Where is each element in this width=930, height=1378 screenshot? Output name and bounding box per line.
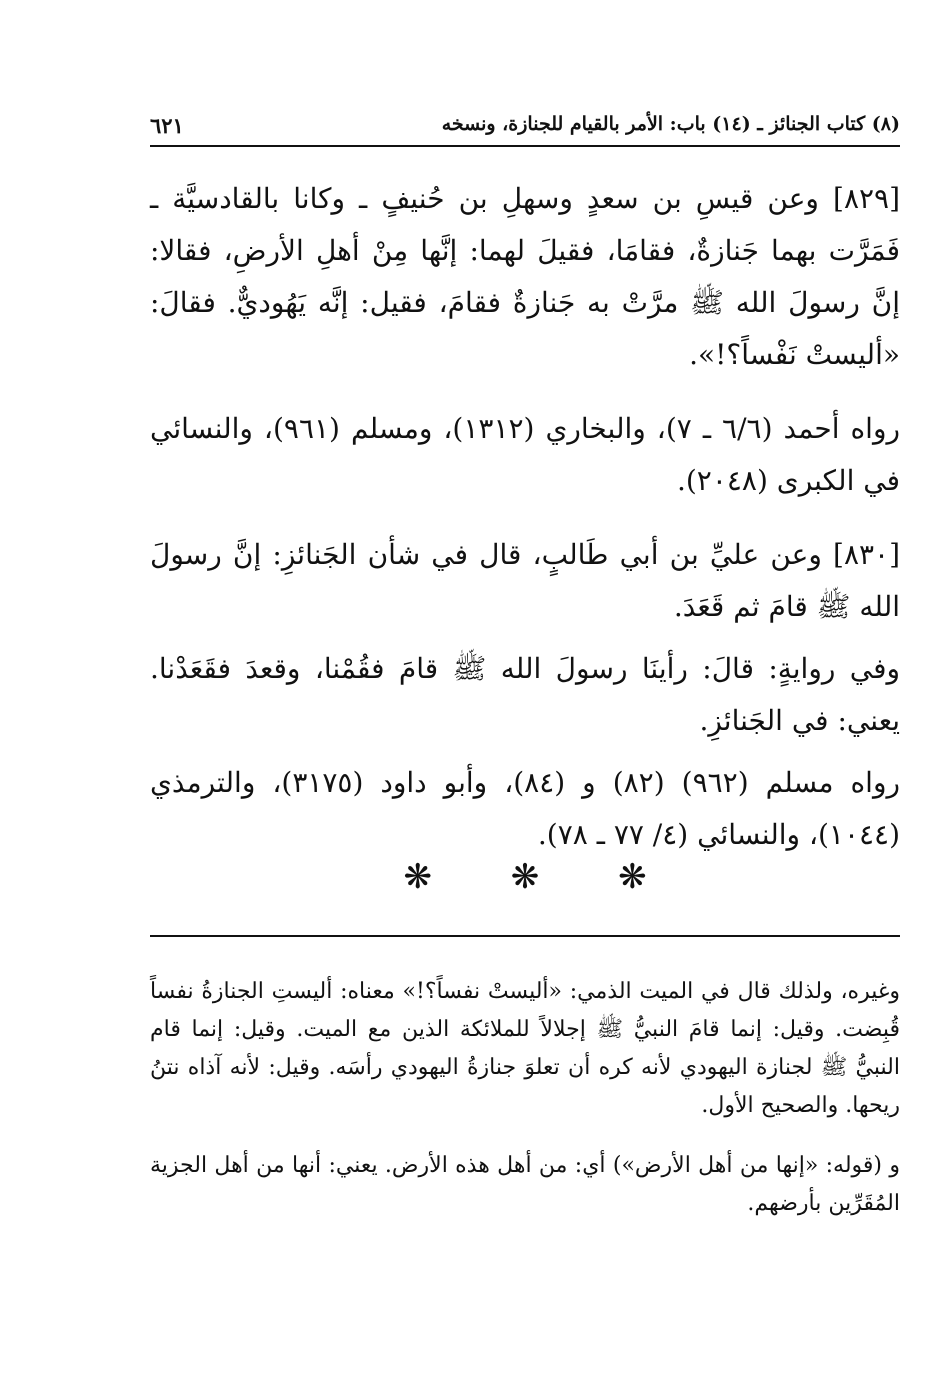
takhrij-829: رواه أحمد (٦/٦ ـ ٧)، والبخاري (١٣١٢)، ومسلم (٩٦١)، والنسائي في الكبرى (٢٠٤٨). [150,412,900,497]
footnote-separator [150,935,900,937]
hadith-829: [٨٢٩] وعن قيسِ بن سعدٍ وسهلِ بن حُنيفٍ ـ وكانا بالقادسيَّة ـ فَمَرَّت بهما جَنازةٌ، فقامَا، فقيلَ لهما: إنَّها مِنْ أهلِ الأرضِ، فقالا: إنَّ رسولَ الله ﷺ مرَّتْ به جَنازةٌ فقامَ، فقيل: إنَّه يَهُوديٌّ. فقالَ: «أليستْ نَفْساً؟!». [150,182,900,371]
footnotes [150,973,900,1223]
main-text [150,173,900,861]
running-header [150,105,900,147]
takhrij-830: رواه مسلم (٩٦٢) (٨٢) و (٨٤)، وأبو داود (٣١٧٥)، والترمذي (١٠٤٤)، والنسائي (٤/ ٧٧ ـ ٧٨). [150,766,901,851]
hadith-830-variant: وفي روايةٍ: قالَ: رأينَا رسولَ الله ﷺ قامَ فقُمْنا، وقعدَ فقَعَدْنا. يعني: في الجَنائزِ. [150,652,900,737]
chapter-title: (٨) كتاب الجنائز ـ (١٤) باب: الأمر بالقيام للجنازة، ونسخه [441,113,900,135]
hadith-830: [٨٣٠] وعن عليِّ بن أبي طَالبٍ، قال في شأن الجَنائزِ: إنَّ رسولَ الله ﷺ قامَ ثم قَعَدَ. [150,538,900,623]
footnote-commentary: وغيره، ولذلك قال في الميت الذمي: «أليستْ نفساً؟!» معناه: أليستِ الجنازةُ نفساً قُبِضت. وقيل: إنما قامَ النبيُّ ﷺ إجلالاً للملائكة الذين مع الميت. وقيل: إنما قام النبيُّ ﷺ لجنازة اليهودي لأنه كره أن تعلوَ جنازةُ اليهودي رأسَه. وقيل: لأنه آذاه نتنُ ريحها. والصحيح الأول. [150,979,900,1118]
divider-star: ❋ [403,857,432,897]
page-number: ٦٢١ [150,113,184,138]
footnote-explanation: و (قوله: «إنها من أهل الأرض») أي: من أهل هذه الأرض. يعني: أنها من أهل الجزية المُقَرِّين بأرضهم. [150,1153,900,1216]
section-divider [150,857,900,897]
divider-star: ❋ [510,857,540,897]
divider-star: ❋ [618,857,647,897]
book-page [150,105,900,1355]
